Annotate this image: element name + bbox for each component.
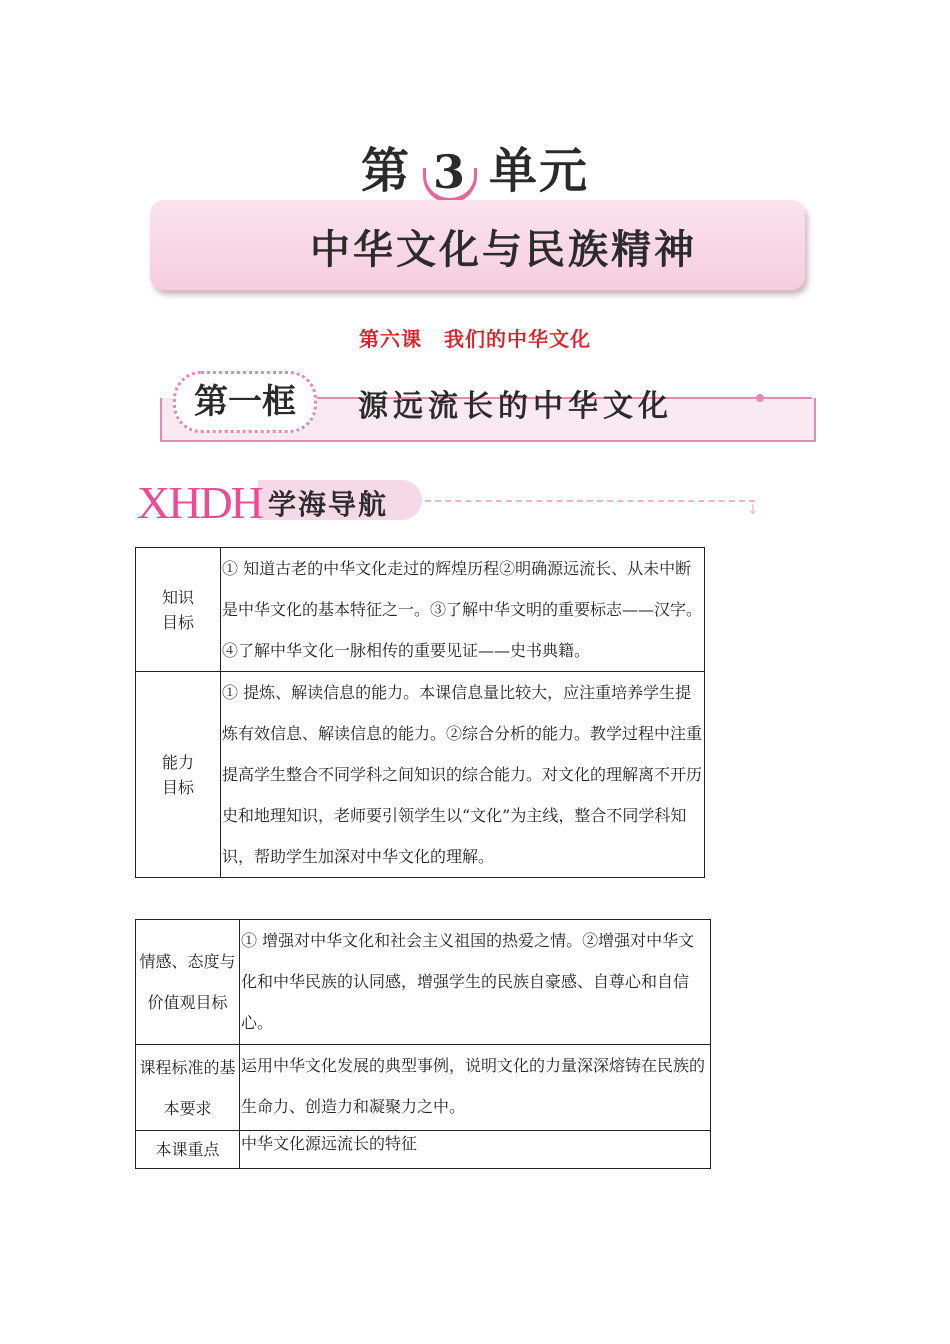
- row-body: [240, 920, 711, 1045]
- unit-number: 3: [432, 145, 467, 199]
- row-head: [136, 920, 240, 1045]
- table-row: [136, 672, 705, 878]
- row-body-text: ① 知道古老的中华文化走过的辉煌历程②明确源远流长、从未中断是中华文化的基本特征之一。③了解中华文明的重要标志——汉字。④了解中华文化一脉相传的重要见证——史书典籍。: [222, 559, 703, 660]
- row-head-text: 本课重点: [155, 1140, 220, 1159]
- row-body: [240, 1045, 711, 1131]
- row-head: [136, 1131, 240, 1169]
- frame-badge: 第一框: [173, 371, 317, 433]
- unit-title: [0, 132, 950, 203]
- lesson-label: 第六课: [359, 327, 422, 351]
- nav-logo: XHDH: [137, 477, 262, 528]
- row-head-text: 能力 目标: [161, 752, 194, 797]
- row-body: [221, 672, 705, 878]
- nav-divider: [425, 500, 755, 502]
- goals-table-2: [135, 919, 711, 1169]
- nav-label: 学海导航: [268, 488, 389, 521]
- row-head-text: 情感、态度与价值观目标: [139, 952, 236, 1012]
- unit-banner-title: 中华文化与民族精神: [310, 227, 697, 273]
- table-row: [136, 548, 705, 672]
- frame-header-dot: [756, 394, 764, 402]
- row-body: [221, 548, 705, 672]
- table-row: [136, 1045, 711, 1131]
- row-body-text: 运用中华文化发展的典型事例，说明文化的力量深深熔铸在民族的生命力、创造力和凝聚力之中。: [241, 1056, 706, 1116]
- row-head: [136, 1045, 240, 1131]
- unit-suffix: 单元: [489, 143, 590, 199]
- table-row: [136, 1131, 711, 1169]
- frame-title: 源远流长的中华文化: [358, 389, 673, 424]
- unit-prefix: 第: [360, 143, 411, 199]
- chevron-down-icon: ↓: [747, 502, 759, 518]
- unit-banner: [150, 200, 805, 290]
- row-body-text: 中华文化源远流长的特征: [241, 1134, 418, 1153]
- table-row: [136, 920, 711, 1045]
- lesson-name: 我们的中华文化: [444, 327, 591, 351]
- row-head-text: 课程标准的基本要求: [139, 1057, 236, 1118]
- goals-table-1: [135, 547, 705, 878]
- unit-number-badge: [419, 145, 481, 203]
- row-body: [240, 1131, 711, 1169]
- lesson-title: [0, 323, 950, 352]
- row-body-text: ① 提炼、解读信息的能力。本课信息量比较大，应注重培养学生提炼有效信息、解读信息的能力。②综合分析的能力。教学过程中注重提高学生整合不同学科之间知识的综合能力。对文化的理解离不开历史和地理知识，老师要引领学生以“文化”为主线，整合不同学科知识，帮助学生加深对中华文化的理解。: [222, 683, 703, 866]
- row-body-text: ① 增强对中华文化和社会主义祖国的热爱之情。②增强对中华文化和中华民族的认同感，增强学生的民族自豪感、自尊心和自信心。: [241, 931, 695, 1032]
- row-head: [136, 548, 221, 672]
- row-head: [136, 672, 221, 878]
- row-head-text: 知识 目标: [161, 587, 194, 632]
